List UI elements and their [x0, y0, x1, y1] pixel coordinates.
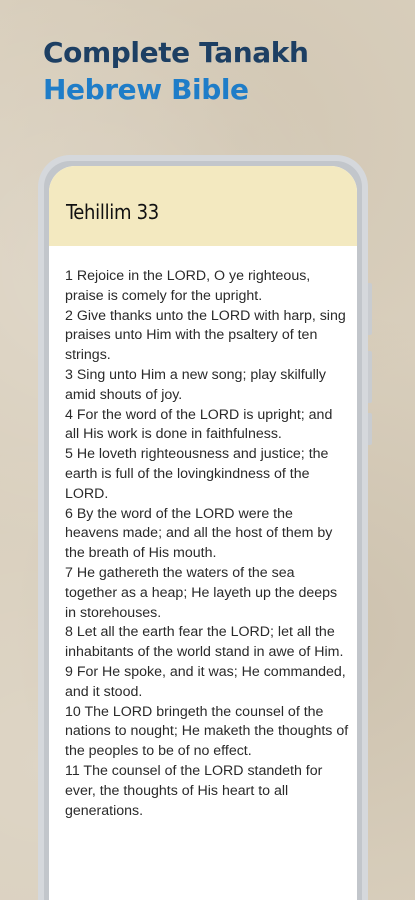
verse-8[interactable]: 8 Let all the earth fear the LORD; let all the inhabitants of the world stand in awe of Him.: [65, 624, 344, 661]
phone-volume-up-button: [368, 283, 372, 335]
verse-3[interactable]: 3 Sing unto Him a new song; play skilfully amid shouts of joy.: [65, 366, 327, 403]
verse-11[interactable]: 11 The counsel of the LORD standeth for ever, the thoughts of His heart to all generations.: [65, 762, 323, 819]
phone-frame: [38, 155, 368, 900]
chapter-header: [49, 166, 357, 246]
verse-9[interactable]: 9 For He spoke, and it was; He commanded, and it stood.: [65, 663, 346, 700]
verse-1[interactable]: 1 Rejoice in the LORD, O ye righteous, praise is comely for the upright.: [65, 268, 311, 304]
verse-10[interactable]: 10 The LORD bringeth the counsel of the nations to nought; He maketh the thoughts of the peoples to be of no effect.: [65, 703, 349, 760]
headline-line-1: Complete Tanakh: [43, 36, 309, 69]
verse-list[interactable]: [49, 246, 357, 821]
headline-line-2: Hebrew Bible: [43, 73, 249, 106]
verse-6[interactable]: 6 By the word of the LORD were the heavens made; and all the host of them by the breath of His mouth.: [65, 505, 333, 562]
verse-4[interactable]: 4 For the word of the LORD is upright; and all His work is done in faithfulness.: [65, 406, 333, 443]
phone-power-button: [368, 413, 372, 445]
chapter-title: Tehillim 33: [66, 200, 159, 224]
verse-7[interactable]: 7 He gathereth the waters of the sea together as a heap; He layeth up the deeps in storehouses.: [65, 564, 338, 621]
phone-volume-down-button: [368, 351, 372, 403]
phone-screen[interactable]: [49, 166, 357, 900]
verse-5[interactable]: 5 He loveth righteousness and justice; the earth is full of the lovingkindness of the LORD.: [65, 446, 329, 502]
verse-2[interactable]: 2 Give thanks unto the LORD with harp, sing praises unto Him with the psaltery of ten strings.: [65, 307, 346, 364]
promo-headline: [43, 34, 308, 108]
screen-bottom-blank: [49, 820, 357, 900]
